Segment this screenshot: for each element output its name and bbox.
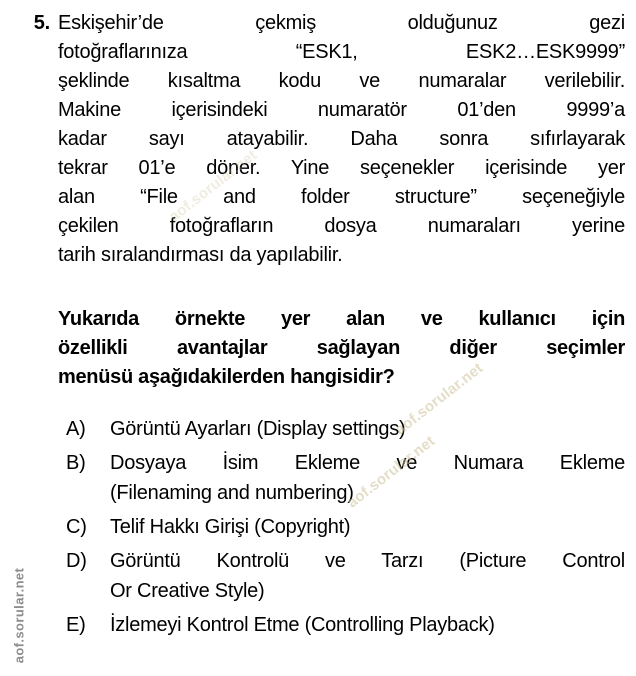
question-number: 5.	[33, 12, 50, 34]
question-stem-line: Yukarıda örnekte yer alan ve kullanıcı için	[58, 308, 625, 330]
question-stem	[58, 305, 625, 392]
option-b[interactable]	[0, 448, 636, 508]
option-d-letter: D)	[66, 550, 87, 572]
question-body-line: Makine içerisindeki numaratör 01’den 9999’a	[58, 99, 625, 121]
option-line: Telif Hakkı Girişi (Copyright)	[110, 516, 351, 538]
option-e-letter: E)	[66, 614, 86, 636]
option-d-text	[110, 546, 625, 606]
option-a-text	[110, 414, 625, 444]
question-body-line: tarih sıralandırması da yapılabilir.	[58, 244, 343, 266]
option-a-letter: A)	[66, 418, 86, 440]
question-body-line: fotoğraflarınıza “ESK1, ESK2…ESK9999”	[58, 41, 625, 63]
answer-options-list	[0, 414, 636, 644]
site-watermark-vertical: aof.sorular.net	[11, 567, 27, 664]
site-watermark-diagonal: aof.sorular.net	[344, 432, 439, 512]
option-line: (Filenaming and numbering)	[110, 482, 354, 504]
question-body	[58, 9, 625, 270]
site-watermark-diagonal: aof.sorular.net	[392, 359, 487, 439]
option-e[interactable]	[0, 610, 636, 640]
option-e-text	[110, 610, 625, 640]
question-stem-line: menüsü aşağıdakilerden hangisidir?	[58, 366, 395, 388]
option-c-letter: C)	[66, 516, 87, 538]
question-body-line: Eskişehir’de çekmiş olduğunuz gezi	[58, 12, 625, 34]
question-body-line: kadar sayı atayabilir. Daha sonra sıfırlayarak	[58, 128, 625, 150]
option-c-text	[110, 512, 625, 542]
site-watermark-diagonal: aof.sorular.net	[166, 146, 261, 226]
option-line: Görüntü Kontrolü ve Tarzı (Picture Control	[110, 550, 625, 572]
option-b-text	[110, 448, 625, 508]
option-line: Dosyaya İsim Ekleme ve Numara Ekleme	[110, 452, 625, 474]
option-d[interactable]	[0, 546, 636, 606]
question-body-line: çekilen fotoğrafların dosya numaraları yerine	[58, 215, 625, 237]
question-body-line: tekrar 01’e döner. Yine seçenekler içerisinde yer	[58, 157, 625, 179]
option-line: Görüntü Ayarları (Display settings)	[110, 418, 406, 440]
option-line: Or Creative Style)	[110, 580, 265, 602]
question-body-line: alan “File and folder structure” seçeneğiyle	[58, 186, 625, 208]
question-stem-line: özellikli avantajlar sağlayan diğer seçimler	[58, 337, 625, 359]
question-body-line: şeklinde kısaltma kodu ve numaralar verilebilir.	[58, 70, 625, 92]
option-line: İzlemeyi Kontrol Etme (Controlling Playback)	[110, 614, 495, 636]
option-a[interactable]	[0, 414, 636, 444]
option-c[interactable]	[0, 512, 636, 542]
option-b-letter: B)	[66, 452, 86, 474]
